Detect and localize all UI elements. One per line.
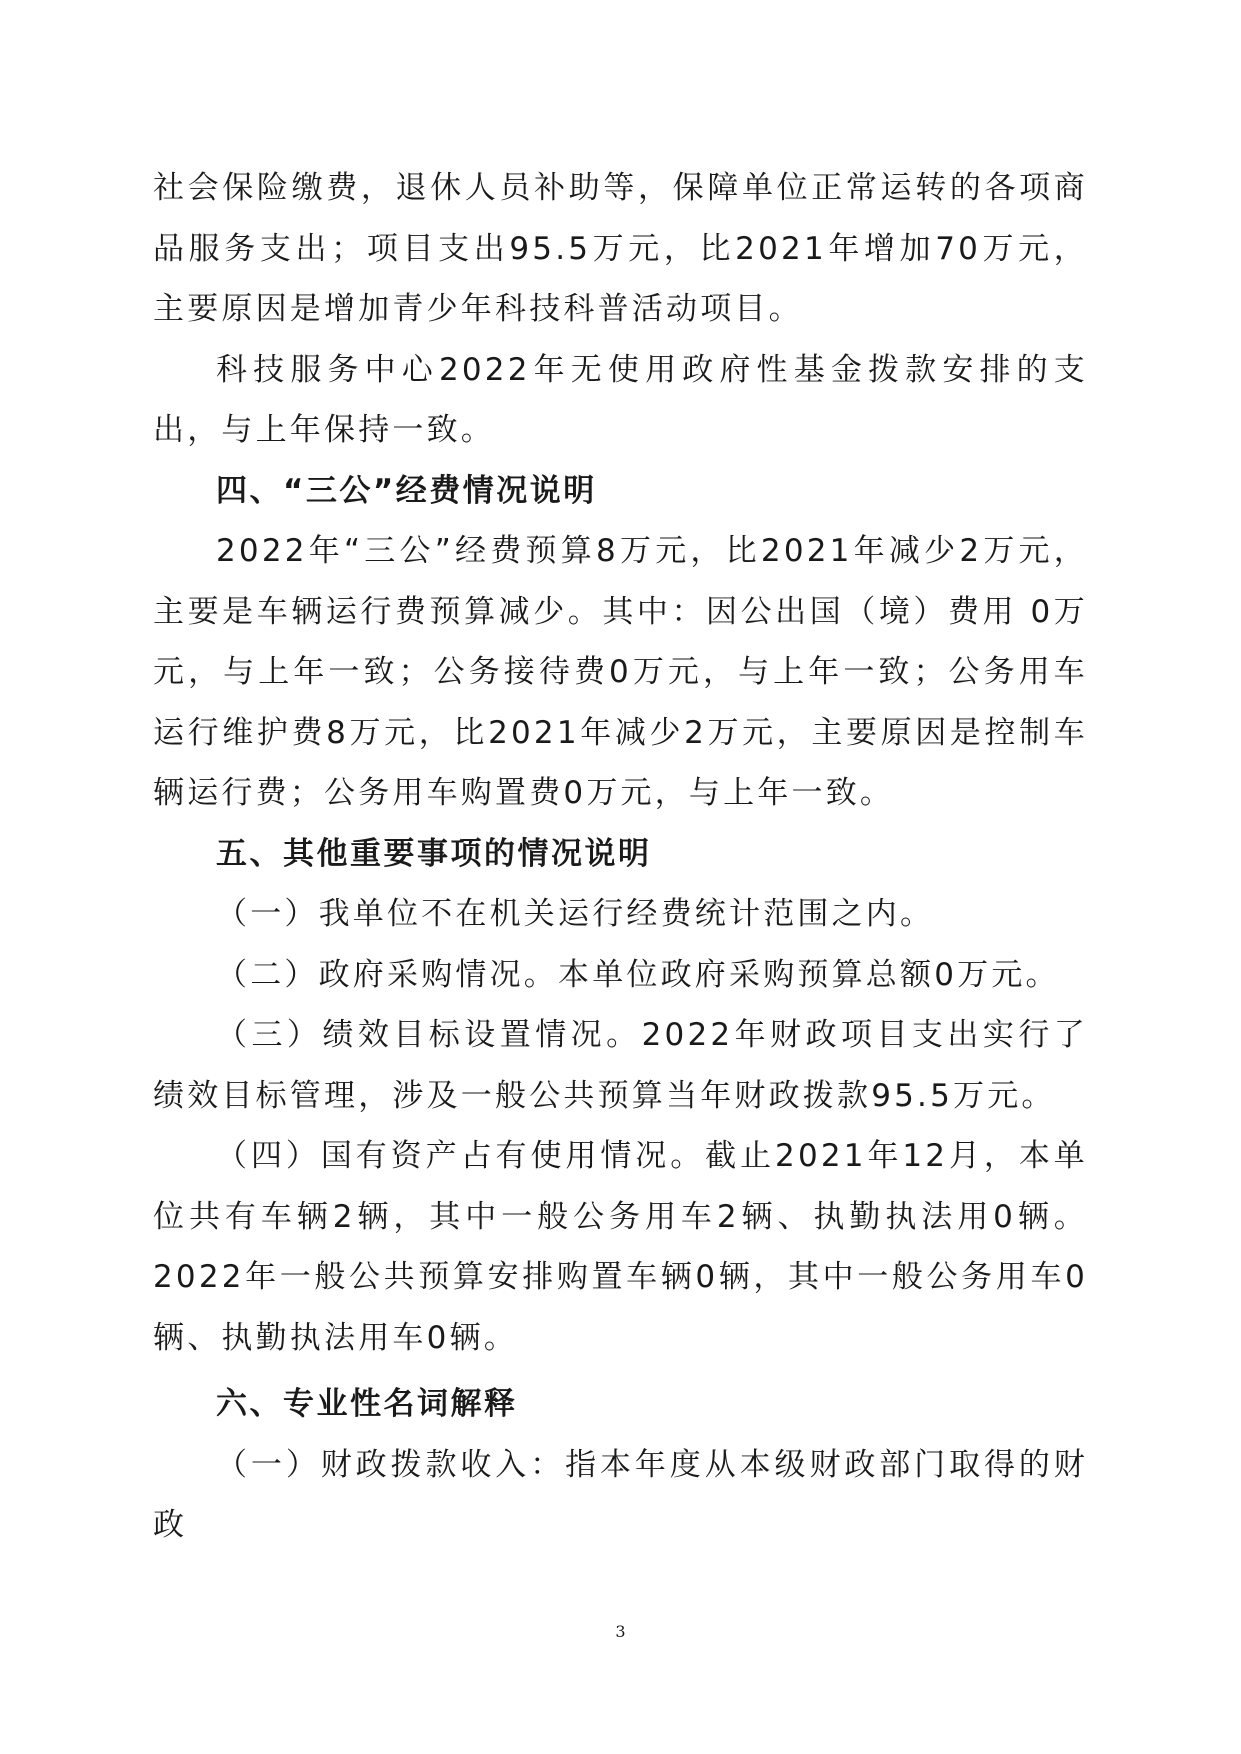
paragraph-procurement: （二）政府采购情况。本单位政府采购预算总额0万元。 (216, 956, 1060, 993)
paragraph-operating-costs: （一）我单位不在机关运行经费统计范围之内。 (216, 896, 935, 932)
page-number: 3 (615, 1622, 626, 1641)
paragraph-state-assets: （四）国有资产占有使用情况。截止2021年12月，本单位共有车辆2辆，其中一般公务用车2辆、执勤执法用0辆。2022年一般公共预算安排购置车辆0辆，其中一般公务用车0辆、执勤执法用车0辆。 (153, 1138, 1088, 1356)
paragraph-government-fund: 科技服务中心2022年无使用政府性基金拨款安排的支出，与上年保持一致。 (153, 351, 1088, 448)
paragraph-fiscal-appropriation-income: （一）财政拨款收入：指本年度从本级财政部门取得的财政 (153, 1446, 1088, 1543)
section-heading-three-public: 四、“三公”经费情况说明 (216, 472, 597, 509)
paragraph-performance-goals: （三）绩效目标设置情况。2022年财政项目支出实行了绩效目标管理，涉及一般公共预算当年财政拨款95.5万元。 (153, 1017, 1088, 1114)
section-heading-other-matters: 五、其他重要事项的情况说明 (216, 835, 652, 872)
section-heading-terminology: 六、专业性名词解释 (216, 1386, 518, 1422)
document-body (153, 158, 1088, 1556)
paragraph-three-public-budget: 2022年“三公”经费预算8万元，比2021年减少2万元，主要是车辆运行费预算减少。其中：因公出国（境）费用 0万元，与上年一致；公务接待费0万元，与上年一致；公务用车运行维护费8万元，比2021年减少2万元，主要原因是控制车辆运行费；公务用车购置费0万元，与上年一致。 (153, 533, 1088, 811)
paragraph-expenditure-detail: 社会保险缴费，退休人员补助等，保障单位正常运转的各项商品服务支出；项目支出95.5万元，比2021年增加70万元，主要原因是增加青少年科技科普活动项目。 (153, 170, 1088, 327)
